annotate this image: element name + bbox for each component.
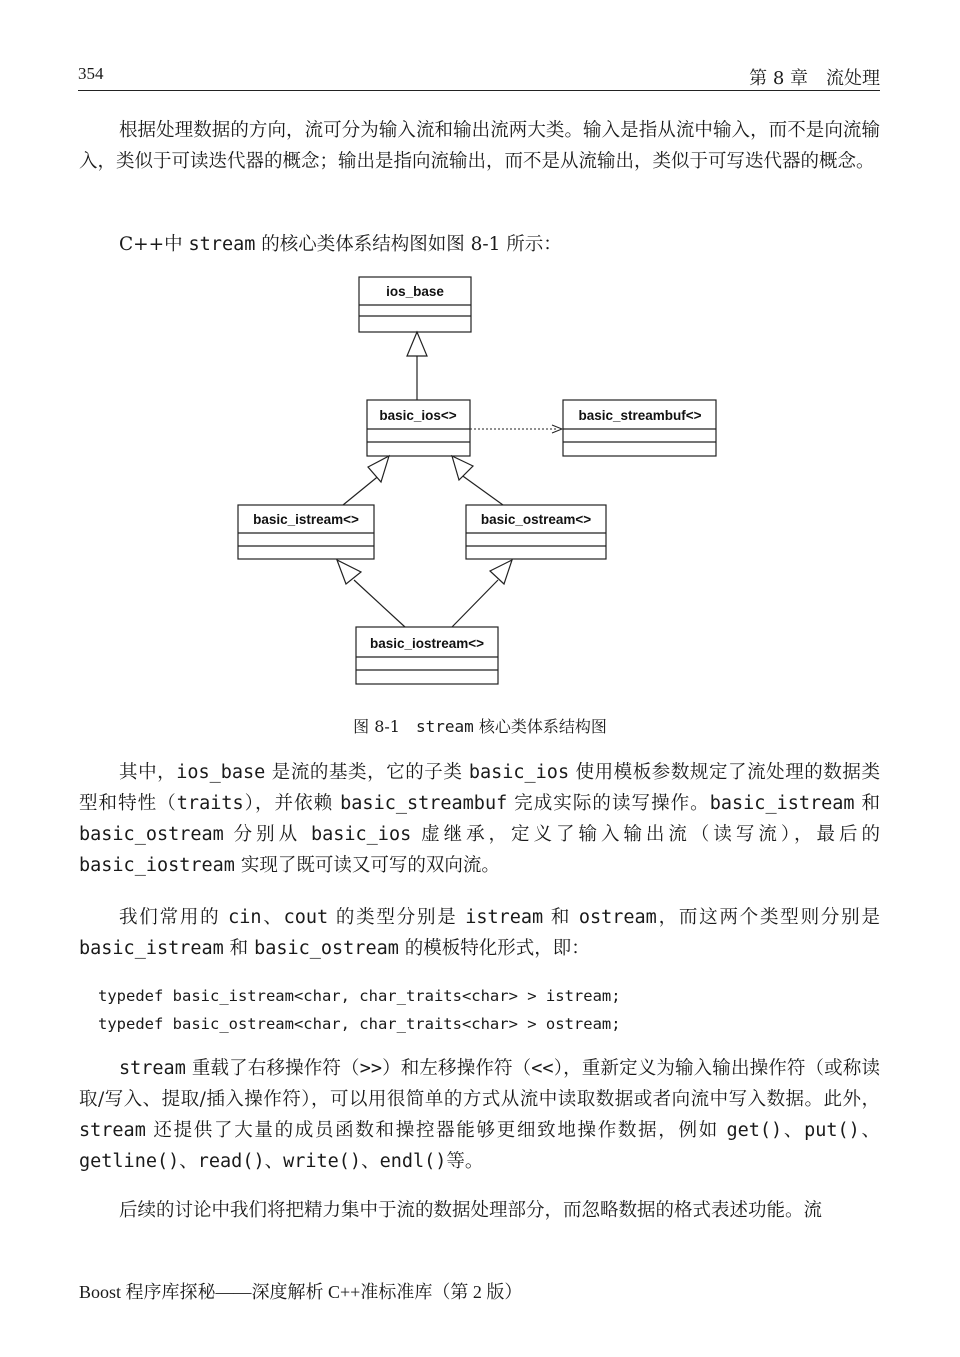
code-inline: endl() bbox=[379, 1151, 447, 1172]
code-inline: read() bbox=[197, 1151, 265, 1172]
code-inline: basic_ios bbox=[310, 824, 412, 845]
code-inline: stream bbox=[188, 234, 256, 255]
code-line-ostream: typedef basic_ostream<char, char_traits<char> > ostream; bbox=[98, 1015, 621, 1033]
class-name-ios-base: ios_base bbox=[386, 284, 444, 299]
code-inline: cout bbox=[283, 907, 329, 928]
code-inline: ios_base bbox=[176, 762, 266, 783]
association-arrow bbox=[552, 425, 562, 433]
text: 重载了右移操作符（ bbox=[185, 1058, 360, 1079]
text: 、 bbox=[179, 1151, 198, 1172]
page-number: 354 bbox=[78, 64, 104, 83]
text: ），重新定义为输入输出操作符（或称读取/写入、提取/插入操作符），可以用很简单的方式从流中读取数据或者向流中写入数据。此外， bbox=[79, 1058, 880, 1110]
text: ）和左移操作符（ bbox=[381, 1058, 532, 1079]
code-inline: put() bbox=[804, 1120, 860, 1141]
code-inline: getline() bbox=[79, 1151, 180, 1172]
inherit-arrow bbox=[368, 456, 389, 482]
code-inline: basic_ostream bbox=[254, 938, 399, 959]
code-inline: basic_iostream bbox=[79, 855, 235, 876]
text: 、 bbox=[361, 1151, 380, 1172]
inherit-arrow bbox=[407, 332, 427, 356]
text: 的类型分别是 bbox=[328, 907, 466, 928]
text: 还提供了大量的成员函数和操控器能够更细致地操作数据，例如 bbox=[145, 1120, 727, 1141]
class-name-basic-ostream: basic_ostream<> bbox=[480, 512, 592, 527]
page-header bbox=[78, 62, 880, 91]
text: 其中， bbox=[119, 762, 177, 783]
code-inline: ostream bbox=[578, 907, 657, 928]
text: 虚继承，定义了输入输出流（读写流），最后的 bbox=[411, 824, 881, 845]
paragraph-operators bbox=[79, 1053, 880, 1177]
caption-number: 图 8-1 bbox=[353, 717, 416, 736]
text: 实现了既可读又可写的双向流。 bbox=[234, 855, 500, 876]
class-name-basic-istream: basic_istream<> bbox=[253, 512, 359, 527]
text: 完成实际的读写操作。 bbox=[507, 793, 710, 814]
inherit-arrow bbox=[337, 560, 361, 584]
code-inline: << bbox=[531, 1058, 554, 1079]
code-inline: basic_istream bbox=[79, 938, 224, 959]
text: 和 bbox=[223, 938, 255, 959]
code-inline: stream bbox=[79, 1120, 146, 1141]
code-inline: write() bbox=[283, 1151, 362, 1172]
caption-code: stream bbox=[415, 717, 474, 736]
code-inline: basic_streambuf bbox=[340, 793, 508, 814]
caption-text: 核心类体系结构图 bbox=[473, 717, 607, 736]
code-inline: basic_istream bbox=[709, 793, 855, 814]
code-inline: stream bbox=[119, 1058, 186, 1079]
text: ），并依赖 bbox=[243, 793, 341, 814]
text: 等。 bbox=[446, 1151, 484, 1172]
text: C++中 bbox=[119, 234, 189, 255]
text: 的核心类体系结构图如图 8-1 所示： bbox=[255, 234, 562, 255]
inherit-arrow bbox=[452, 456, 473, 480]
code-inline: basic_ostream bbox=[79, 824, 224, 845]
figure-caption bbox=[0, 714, 960, 737]
text: 、 bbox=[264, 1151, 284, 1172]
text: 使用模板参数规定了流处理的数据类型和特性（ bbox=[79, 762, 880, 814]
paragraph-class-explanation bbox=[79, 757, 880, 881]
code-inline: get() bbox=[726, 1120, 783, 1141]
code-inline: cin bbox=[228, 907, 262, 928]
inherit-line bbox=[343, 474, 381, 505]
code-inline: basic_ios bbox=[468, 762, 570, 783]
paragraph-following-discussion: 后续的讨论中我们将把精力集中于流的数据处理部分，而忽略数据的格式表述功能。流 bbox=[119, 1200, 823, 1221]
code-inline: traits bbox=[176, 793, 244, 814]
book-title-footer: Boost 程序库探秘——深度解析 C++准标准库（第 2 版） bbox=[79, 1282, 523, 1302]
class-hierarchy-diagram bbox=[230, 270, 730, 695]
paragraph-figure-intro bbox=[79, 229, 880, 260]
code-inline: >> bbox=[359, 1058, 382, 1079]
text: 的模板特化形式，即： bbox=[398, 938, 590, 959]
text: 是流的基类，它的子类 bbox=[265, 762, 469, 783]
text: 分别从 bbox=[223, 824, 311, 845]
class-name-basic-ios: basic_ios<> bbox=[379, 408, 457, 423]
text: 和 bbox=[543, 907, 579, 928]
text: 我们常用的 bbox=[119, 907, 229, 928]
inherit-line bbox=[452, 580, 498, 627]
code-inline: istream bbox=[465, 907, 544, 928]
class-name-basic-iostream: basic_iostream<> bbox=[369, 636, 485, 651]
class-name-basic-streambuf: basic_streambuf<> bbox=[578, 408, 702, 423]
paragraph-stream-direction: 根据处理数据的方向，流可分为输入流和输出流两大类。输入是指从流中输入，而不是向流输入，类似于可读迭代器的概念；输出是指向流输出，而不是从流输出，类似于可写迭代器的概念。 bbox=[79, 120, 880, 172]
text: 和 bbox=[854, 793, 880, 814]
chapter-title: 第 8 章 流处理 bbox=[749, 68, 880, 89]
text: 、 bbox=[859, 1120, 880, 1141]
inherit-line bbox=[354, 580, 405, 627]
text: 、 bbox=[261, 907, 284, 928]
code-line-istream: typedef basic_istream<char, char_traits<char> > istream; bbox=[98, 987, 621, 1005]
inherit-line bbox=[460, 474, 503, 505]
text: 、 bbox=[782, 1120, 805, 1141]
paragraph-cin-cout bbox=[79, 902, 880, 964]
text: ，而这两个类型则分别是 bbox=[656, 907, 880, 928]
inherit-arrow bbox=[490, 560, 512, 584]
